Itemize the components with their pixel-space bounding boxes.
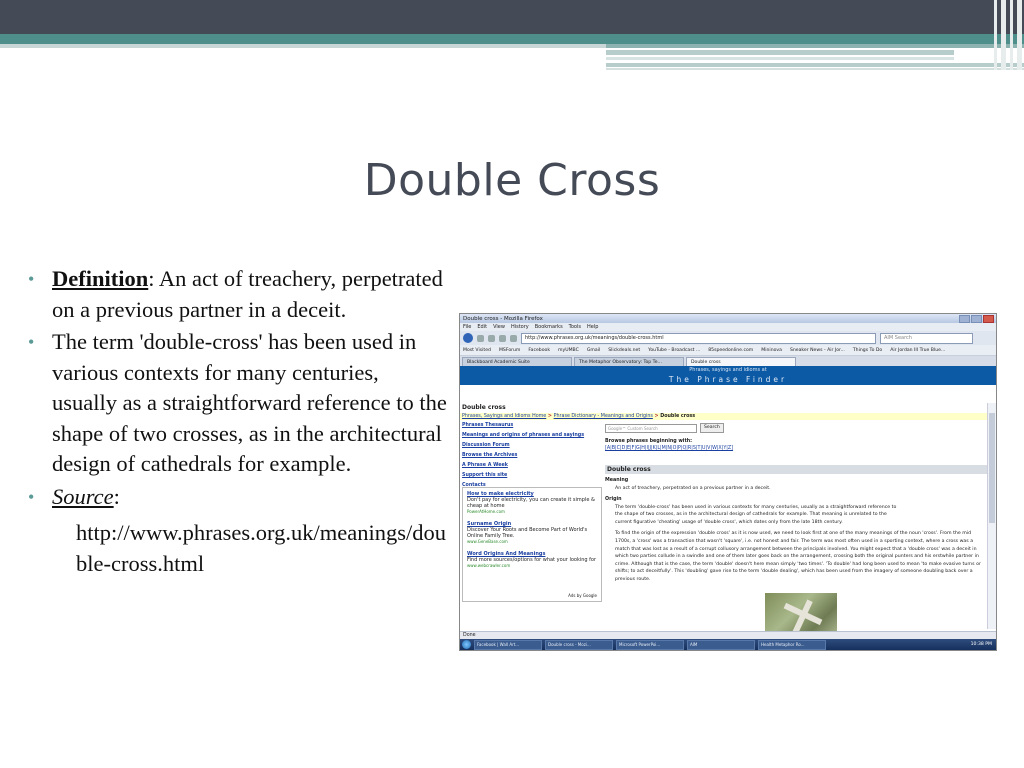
home-icon[interactable] [510,335,517,342]
taskbar [460,639,996,650]
nav-item-phrase-week[interactable]: A Phrase A Week [462,463,508,468]
ad-item [467,491,597,514]
ad-item [467,521,597,544]
bullet-icon: • [28,332,35,352]
source-label: Source [52,483,114,509]
slide-deco-line [606,50,954,55]
ad-url[interactable]: www.webcrawler.com [467,563,511,568]
site-search [605,423,988,433]
menu-view[interactable]: View [493,324,505,330]
taskbar-item[interactable]: Facebook | Wall Art... [474,640,542,650]
forward-icon[interactable] [477,335,484,342]
site-header: Phrases, sayings and idioms at [460,366,996,375]
tab-blackboard[interactable]: Blackboard Academic Suite [462,357,572,366]
taskbar-item[interactable]: Double cross - Mozi... [545,640,613,650]
ad-item [467,551,597,568]
slide-top-bar [0,0,1024,34]
nav-item-thesaurus[interactable]: Phrases Thesaurus [462,423,514,428]
menu-bookmarks[interactable]: Bookmarks [534,324,563,330]
ad-text: Discover Your Roots and Become Part of World's Online Family Tree. [467,527,588,539]
tab-metaphor[interactable]: The Metaphor Observatory: Top Te... [574,357,684,366]
bookmark-item[interactable]: Gmail [586,347,601,353]
menu-history[interactable]: History [510,324,529,330]
definition-label: Definition [52,266,149,291]
bookmark-item[interactable]: Slickdeals.net [608,347,641,353]
search-input[interactable]: AIM Search [880,333,973,344]
menu-tools[interactable]: Tools [568,324,581,330]
tab-strip [460,356,996,366]
taskbar-clock: 10:38 PM [970,642,992,647]
left-nav [462,423,597,493]
back-icon[interactable] [463,333,473,343]
scrollbar-thumb[interactable] [989,413,995,523]
maximize-icon[interactable] [971,315,982,323]
definition-text: : An act of treachery, perpetrated on a previous partner in a deceit. [52,266,443,322]
origin-text: To find the origin of the expression 'double cross' as it is now used, we need to look first at one of the many meanings of the noun 'cross'. From the mid 1700s, a 'cross' was a transaction that wasn't 'square', i.e. not honest and fair. The term was most often used in a sporting context, where a cross was a match that was lost as a result of a corrupt collusory arrangement between the principals involved. You might expect that a 'double cross' was a deceit in which two parties collude in a swindle and one of them later goes back on the arrangement, crossing both the original punters and his erstwhile partner in crime. Although that is the case, the term 'double' doesn't here mean simply 'two times'. 'To double' had long been used to mean 'to make evasive turns or shifts; to act deceitfully'. This 'doubling' gave rise to the term 'double dealing', which has been used from the imagery of someone doubling back over a previous route. [615,531,981,582]
slide-corner-stripes [992,0,1024,70]
menu-bar [460,323,996,331]
minimize-icon[interactable] [959,315,970,323]
window-title: Double cross - Mozilla Firefox [463,315,543,322]
nav-item-archives[interactable]: Browse the Archives [462,453,518,458]
tab-double-cross[interactable]: Double cross [686,357,796,366]
bookmark-item[interactable]: 85speedonline.com [708,347,754,353]
browse-label: Browse phrases beginning with: [605,439,693,444]
ad-title[interactable]: Surname Origin [467,521,512,527]
origin-text: The term 'double-cross' has been used in various contexts for many centuries, usually as a straightforward reference to the shape of two crosses, as in the architectural design of cathedrals for example. That meaning is unrelated to the current figurative 'cheating' usage of 'double cross', which dates only from the late 18th century. [615,504,897,525]
nav-item-contacts[interactable]: Contacts [462,483,486,488]
nav-item-forum[interactable]: Discussion Forum [462,443,510,448]
breadcrumb-sep: > [652,414,661,419]
bookmark-item[interactable]: Mininova [761,347,782,353]
ad-url[interactable]: PowerAtHome.com [467,509,505,514]
menu-file[interactable]: File [463,324,472,330]
page-title: Double cross [462,404,506,411]
ad-title[interactable]: Word Origins And Meanings [467,551,546,557]
nav-item-support[interactable]: Support this site [462,473,508,478]
nav-item-meanings[interactable]: Meanings and origins of phrases and sayings [462,433,585,438]
source-colon: : [113,483,120,509]
ad-title[interactable]: How to make electricity [467,491,534,497]
section-title: Double cross [605,465,988,474]
history-text: The term 'double-cross' has been used in various contexts for many centuries, usually as a straightforward reference to the shape of two crosses, as in the architectural design of cathedrals for example. [52,329,447,476]
ads-by-google[interactable]: Ads by Google [568,593,597,598]
site-search-button[interactable]: Search [700,423,724,433]
bookmark-item[interactable]: myUMBC [558,347,579,353]
breadcrumb-sep: > [546,414,554,419]
ad-text: Find more sources/options for what your looking for [467,557,597,563]
slide-deco-line [606,63,1024,67]
site-banner[interactable]: The Phrase Finder [460,375,996,385]
main-column [605,423,988,584]
breadcrumb [460,413,990,420]
menu-help[interactable]: Help [587,324,599,330]
taskbar-item[interactable]: Health Metaphor Ro... [758,640,826,650]
bookmark-item[interactable]: MSForum [498,347,521,353]
site-search-input[interactable]: Google™ Custom Search [605,424,697,433]
ad-url[interactable]: www.GeneBase.com [467,539,508,544]
url-bar[interactable]: http://www.phrases.org.uk/meanings/double-cross.html [521,333,876,344]
bullet-source [28,482,448,580]
status-bar: Done [460,631,996,639]
bookmark-item[interactable]: Most Visited [463,347,491,353]
ads-box [462,487,602,602]
slide-deco-line [606,57,954,60]
slide-accent-band [0,34,1024,44]
source-url[interactable]: http://www.phrases.org.uk/meanings/double-cross.html [76,520,446,576]
bullet-history [28,327,448,480]
taskbar-item[interactable]: Microsoft PowerPoi... [616,640,684,650]
close-icon[interactable] [983,315,994,323]
window-controls [959,315,996,323]
slide-title: Double Cross [363,155,661,206]
stop-icon[interactable] [499,335,506,342]
window-titlebar [460,314,996,323]
slide-deco-line [606,68,1024,70]
slide-accent-line [0,44,606,48]
reload-icon[interactable] [488,335,495,342]
slide-deco-line [606,44,1024,48]
breadcrumb-dictionary[interactable]: Phrase Dictionary - Meanings and Origins [553,414,653,419]
alphabet-links[interactable]: [A|B|C|D|E|F|G|H|I|J|K|L|M|N|O|P|Q|R|S|T|U|V|W|X|Y|Z] [605,446,734,451]
bookmark-item[interactable]: Facebook [528,347,551,353]
bullet-list [28,264,448,581]
menu-edit[interactable]: Edit [477,324,488,330]
bullet-definition [28,264,448,325]
taskbar-item[interactable]: AIM [687,640,755,650]
navigation-toolbar [460,331,996,345]
ad-text: Don't pay for electricity, you can create it simple & cheap at home [467,497,595,509]
origin-label: Origin [605,496,622,502]
bullet-icon: • [28,269,35,289]
breadcrumb-home[interactable]: Phrases, Sayings and Idioms Home [462,414,547,419]
breadcrumb-current: Double cross [660,414,696,419]
browser-screenshot [459,313,997,651]
bookmark-item[interactable]: YouTube - Broadcast ... [648,347,701,353]
page-content [460,403,988,629]
meaning-text: An act of treachery, perpetrated on a previous partner in a deceit. [615,486,771,491]
scrollbar[interactable] [987,403,996,629]
start-button-icon[interactable] [462,640,471,649]
bullet-icon: • [28,486,35,507]
bookmark-item[interactable]: Sneaker News - Air Jor... [789,347,845,353]
bookmarks-bar [460,345,996,356]
meaning-label: Meaning [605,478,629,483]
bookmark-item[interactable]: Things To Do [852,347,883,353]
bookmark-item[interactable]: Air Jordan III True Blue... [890,347,946,353]
